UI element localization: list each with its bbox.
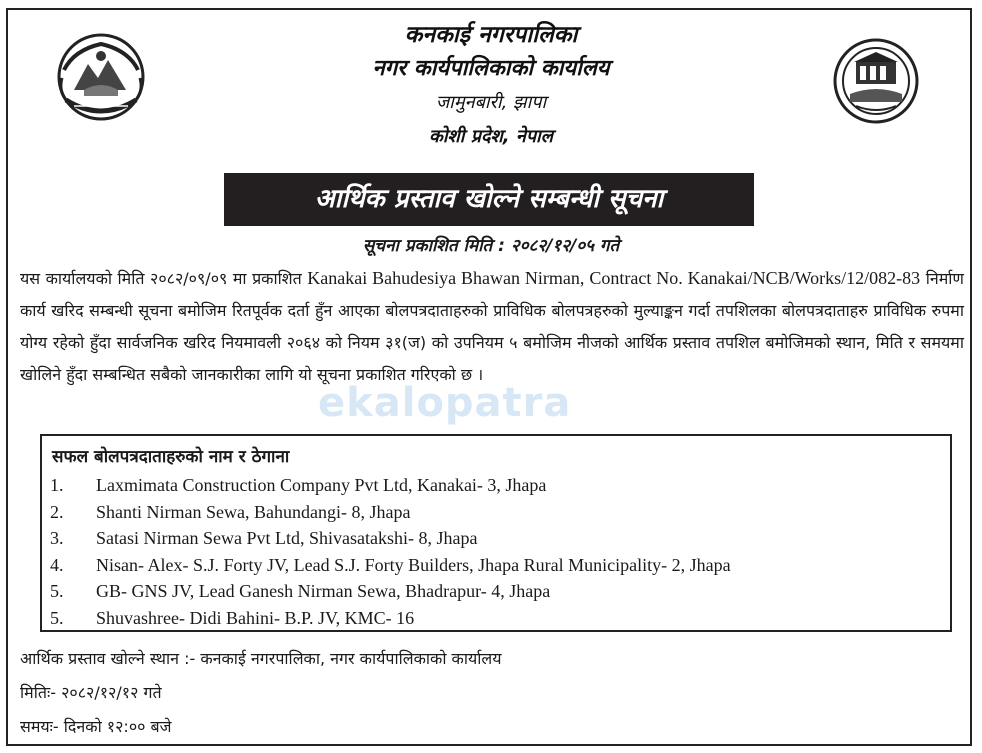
bidder-name: Nisan- Alex- S.J. Forty JV, Lead S.J. Forty Builders, Jhapa Rural Municipality- 2, Jhapa xyxy=(96,554,731,575)
notice-body xyxy=(20,262,964,391)
municipality-name: कनकाई नगरपालिका xyxy=(404,22,578,48)
item-number: 5. xyxy=(50,581,64,601)
item-number: 3. xyxy=(50,528,64,548)
opening-place: आर्थिक प्रस्ताव खोल्ने स्थान :- कनकाई नगरपालिका, नगर कार्यपालिकाको कार्यालय xyxy=(20,649,502,668)
list-item xyxy=(50,525,731,552)
item-number: 1. xyxy=(50,475,64,495)
watermark: ekalopatra xyxy=(318,380,572,426)
bidder-name: Shuvashree- Didi Bahini- B.P. JV, KMC- 16 xyxy=(96,607,415,628)
bidder-name: GB- GNS JV, Lead Ganesh Nirman Sewa, Bhadrapur- 4, Jhapa xyxy=(96,581,551,601)
item-number: 4. xyxy=(50,554,64,575)
province-name: कोशी प्रदेश, नेपाल xyxy=(429,126,553,147)
body-details: निर्माण कार्य खरिद सम्बन्धी सूचना बमोजिम रितपूर्वक दर्ता हुँन आएका बोलपत्रदाताहरुको प्राविधिक बोलपत्रहरुको मुल्याङ्कन गर्दा तपशिलका बोलपत्रदाताहरु प्राविधिक रुपमा योग्य रहेको हुँदा सार्वजनिक खरिद नियमावली २०६४ को नियम ३१(ज) को उपनियम ५ बमोजिम नीजको आर्थिक प्रस्ताव तपशिल बमोजिमको स्थान, मिति र समयमा खोलिने हुँदा सम्बन्धित सबैको जानकारीका लागि यो सूचना प्रकाशित गरिएको छ । xyxy=(20,269,964,384)
project-name: Kanakai Bahudesiya Bhawan Nirman, Contract No. Kanakai/NCB/Works/12/082-83 xyxy=(307,268,921,288)
item-number: 2. xyxy=(50,501,64,522)
bidder-name: Laxmimata Construction Company Pvt Ltd, Kanakai- 3, Jhapa xyxy=(96,475,547,495)
opening-details xyxy=(20,642,502,744)
bidder-name: Satasi Nirman Sewa Pvt Ltd, Shivasatakshi- 8, Jhapa xyxy=(96,528,478,548)
list-item xyxy=(50,499,731,526)
notice-title: आर्थिक प्रस्ताव खोल्ने सम्बन्धी सूचना xyxy=(224,173,754,226)
item-number: 5. xyxy=(50,607,64,628)
opening-time: समयः- दिनको १२:०० बजे xyxy=(20,717,172,736)
bidders-heading: सफल बोलपत्रदाताहरुको नाम र ठेगाना xyxy=(52,447,290,467)
published-date: सूचना प्रकाशित मिति : २०८२/१२/०५ गते xyxy=(362,236,620,256)
opening-date: मितिः- २०८२/१२/१२ गते xyxy=(20,683,162,702)
office-location: जामुनबारी, झापा xyxy=(435,92,547,113)
office-name: नगर कार्यपालिकाको कार्यालय xyxy=(372,56,610,81)
body-intro: यस कार्यालयको मिति २०८२/०९/०९ मा प्रकाशित xyxy=(20,269,308,288)
bidder-name: Shanti Nirman Sewa, Bahundangi- 8, Jhapa xyxy=(96,501,411,522)
list-item xyxy=(50,552,731,579)
list-item xyxy=(50,578,731,605)
bidders-list xyxy=(50,472,731,631)
list-item xyxy=(50,605,731,632)
list-item xyxy=(50,472,731,499)
bidders-box xyxy=(40,434,952,632)
notice-header xyxy=(0,18,982,154)
